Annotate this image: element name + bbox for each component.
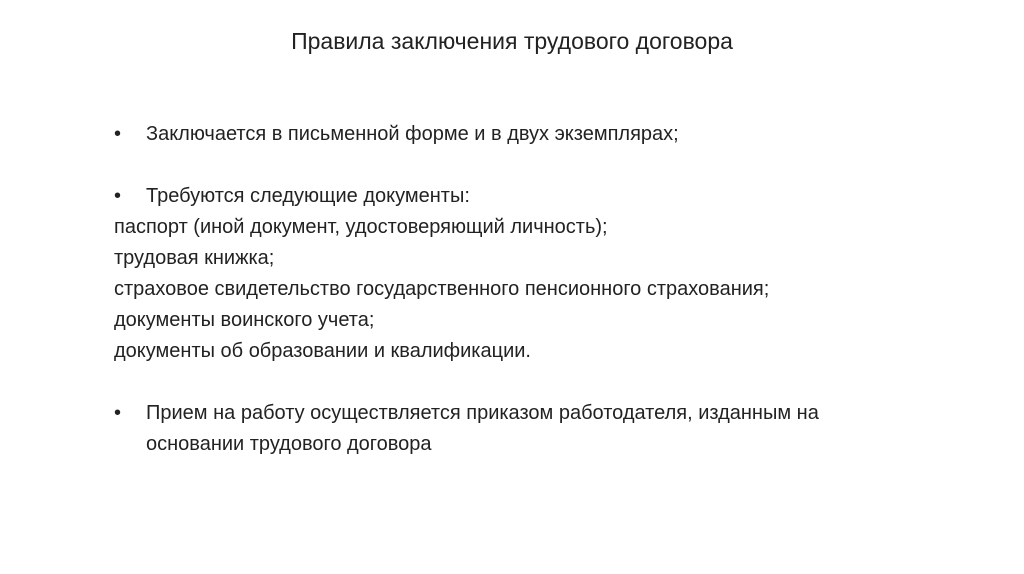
bullet-text-line: Прием на работу осуществляется приказом работодателя, изданным на [146, 402, 819, 424]
document-item-passport: паспорт (иной документ, удостоверяющий личность); [114, 216, 608, 238]
slide-title: Правила заключения трудового договора [291, 28, 733, 54]
bullet-text: Заключается в письменной форме и в двух экземплярах; [146, 123, 679, 145]
bullet-required-documents [114, 181, 974, 212]
bullet-text-line: основании трудового договора [146, 433, 432, 455]
slide-body [114, 119, 974, 460]
document-item-workbook: трудовая книжка; [114, 247, 275, 269]
bullet-text: Требуются следующие документы: [146, 185, 470, 207]
bullet-dot: • [114, 402, 122, 424]
bullet-employment-order [114, 398, 974, 460]
spacer [114, 367, 974, 398]
bullet-dot: • [114, 185, 122, 207]
document-item-military: документы воинского учета; [114, 309, 375, 331]
bullet-written-form [114, 119, 974, 150]
spacer [114, 150, 974, 181]
document-item-insurance: страховое свидетельство государственного пенсионного страхования; [114, 278, 770, 300]
document-item-education: документы об образовании и квалификации. [114, 340, 531, 362]
bullet-dot: • [114, 123, 122, 145]
